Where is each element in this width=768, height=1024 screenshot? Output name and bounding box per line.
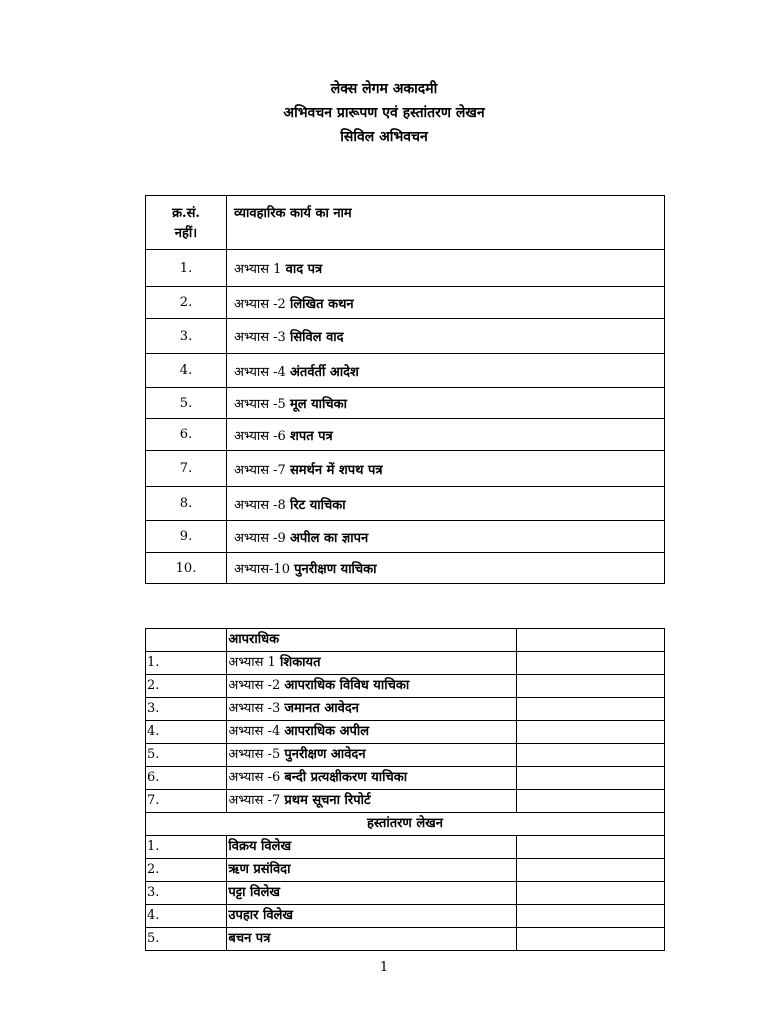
row-number: 6.	[146, 767, 227, 790]
exercise-name: जमानत आवेदन	[284, 701, 359, 716]
table-row	[146, 521, 665, 553]
exercise-prefix: अभ्यास -4	[234, 364, 286, 380]
row-title	[227, 250, 665, 287]
exercise-prefix: अभ्यास -4	[228, 724, 281, 739]
row-number: 2.	[146, 287, 227, 319]
section-title: सिविल अभिवचन	[340, 129, 428, 145]
table-row	[146, 744, 665, 767]
empty-cell	[517, 790, 665, 813]
empty-cell	[517, 698, 665, 721]
row-number: 5.	[146, 744, 227, 767]
row-number: 3.	[146, 882, 227, 905]
exercise-prefix: अभ्यास -5	[228, 747, 281, 762]
exercise-name: अंतर्वर्ती आदेश	[289, 364, 359, 380]
row-number: 4.	[146, 354, 227, 388]
row-title	[227, 521, 665, 553]
empty-cell	[517, 629, 665, 652]
row-number: 1.	[146, 652, 227, 675]
exercise-prefix: अभ्यास -7	[234, 462, 286, 478]
row-number: 4.	[146, 905, 227, 928]
exercise-prefix: अभ्यास -3	[228, 701, 281, 716]
empty-cell	[517, 882, 665, 905]
column-header-title: व्यावहारिक कार्य का नाम	[227, 196, 665, 250]
empty-cell	[517, 744, 665, 767]
conveyance-heading: हस्तांतरण लेखन	[146, 813, 665, 836]
table-row	[146, 553, 665, 584]
empty-cell	[517, 928, 665, 951]
exercise-name: वाद पत्र	[285, 262, 323, 277]
table-row	[146, 928, 665, 951]
table-row	[146, 419, 665, 451]
exercise-prefix: अभ्यास-10	[234, 562, 290, 577]
row-title	[227, 790, 517, 813]
table-row	[146, 319, 665, 354]
table-row	[146, 487, 665, 521]
empty-cell	[517, 905, 665, 928]
row-title	[227, 287, 665, 319]
criminal-heading-row	[146, 629, 665, 652]
row-number: 10.	[146, 553, 227, 584]
civil-pleadings-table	[145, 195, 665, 584]
criminal-and-conveyance-table	[145, 628, 665, 951]
empty-cell	[517, 721, 665, 744]
table-row	[146, 287, 665, 319]
column-header-serial	[146, 196, 227, 250]
exercise-prefix: अभ्यास -6	[228, 770, 281, 785]
serial-header-label: क्र.सं. नहीं।	[172, 206, 200, 241]
row-title	[227, 767, 517, 790]
exercise-prefix: अभ्यास -6	[234, 428, 286, 444]
row-title	[227, 419, 665, 451]
empty-cell	[146, 629, 227, 652]
table-row	[146, 836, 665, 859]
exercise-name: सिविल वाद	[289, 330, 344, 345]
table-row	[146, 882, 665, 905]
row-title	[227, 451, 665, 487]
exercise-prefix: अभ्यास -3	[234, 330, 286, 345]
row-title	[227, 388, 665, 419]
row-number: 7.	[146, 451, 227, 487]
row-title	[227, 553, 665, 584]
table-row	[146, 388, 665, 419]
exercise-name: प्रथम सूचना रिपोर्ट	[284, 793, 371, 808]
academy-title: लेक्स लेगम अकादमी	[330, 81, 438, 97]
exercise-name: शपत पत्र	[289, 428, 333, 444]
table-header-row	[146, 196, 665, 250]
row-number: 1.	[146, 250, 227, 287]
exercise-prefix: अभ्यास -2	[228, 678, 281, 693]
empty-cell	[517, 859, 665, 882]
exercise-name: लिखित कथन	[289, 296, 354, 312]
row-number: 9.	[146, 521, 227, 553]
table-row	[146, 721, 665, 744]
exercise-prefix: अभ्यास -2	[234, 296, 286, 312]
row-number: 3.	[146, 319, 227, 354]
course-title: अभिवचन प्रारूपण एवं हस्तांतरण लेखन	[283, 105, 485, 121]
table-row	[146, 675, 665, 698]
exercise-prefix: अभ्यास -7	[228, 793, 281, 808]
empty-cell	[517, 836, 665, 859]
empty-cell	[517, 652, 665, 675]
exercise-name: मूल याचिका	[289, 397, 347, 412]
row-title	[227, 652, 517, 675]
table-row	[146, 698, 665, 721]
row-title	[227, 354, 665, 388]
deed-name: बचन पत्र	[227, 928, 517, 951]
row-title	[227, 698, 517, 721]
row-title	[227, 744, 517, 767]
exercise-name: समर्थन में शपथ पत्र	[289, 462, 383, 478]
exercise-name: आपराधिक अपील	[284, 724, 370, 739]
table-row	[146, 767, 665, 790]
exercise-name: पुनरीक्षण याचिका	[294, 562, 377, 577]
row-title	[227, 721, 517, 744]
row-title	[227, 487, 665, 521]
table-row	[146, 652, 665, 675]
row-number: 5.	[146, 928, 227, 951]
row-number: 2.	[146, 675, 227, 698]
table-row	[146, 250, 665, 287]
row-number: 5.	[146, 388, 227, 419]
table-row	[146, 859, 665, 882]
deed-name: विक्रय विलेख	[227, 836, 517, 859]
exercise-name: अपील का ज्ञापन	[289, 530, 369, 546]
row-title	[227, 675, 517, 698]
row-number: 4.	[146, 721, 227, 744]
exercise-prefix: अभ्यास -9	[234, 530, 286, 546]
row-number: 2.	[146, 859, 227, 882]
table-row	[146, 451, 665, 487]
deed-name: पट्टा विलेख	[227, 882, 517, 905]
empty-cell	[517, 675, 665, 698]
exercise-prefix: अभ्यास 1	[228, 655, 276, 670]
table-row	[146, 354, 665, 388]
exercise-prefix: अभ्यास 1	[234, 262, 282, 277]
row-number: 7.	[146, 790, 227, 813]
exercise-prefix: अभ्यास -8	[234, 497, 286, 513]
exercise-prefix: अभ्यास -5	[234, 397, 286, 412]
table-row	[146, 905, 665, 928]
row-number: 6.	[146, 419, 227, 451]
exercise-name: बन्दी प्रत्यक्षीकरण याचिका	[284, 770, 408, 785]
exercise-name: शिकायत	[279, 655, 321, 670]
exercise-name: रिट याचिका	[289, 497, 346, 513]
deed-name: ऋण प्रसंविदा	[227, 859, 517, 882]
table-row	[146, 790, 665, 813]
empty-cell	[517, 767, 665, 790]
row-number: 1.	[146, 836, 227, 859]
deed-name: उपहार विलेख	[227, 905, 517, 928]
criminal-heading: आपराधिक	[227, 629, 517, 652]
exercise-name: पुनरीक्षण आवेदन	[284, 747, 366, 762]
row-title	[227, 319, 665, 354]
row-number: 8.	[146, 487, 227, 521]
conveyance-heading-row	[146, 813, 665, 836]
row-number: 3.	[146, 698, 227, 721]
page-number: 1	[379, 960, 389, 975]
exercise-name: आपराधिक विविध याचिका	[284, 678, 410, 693]
